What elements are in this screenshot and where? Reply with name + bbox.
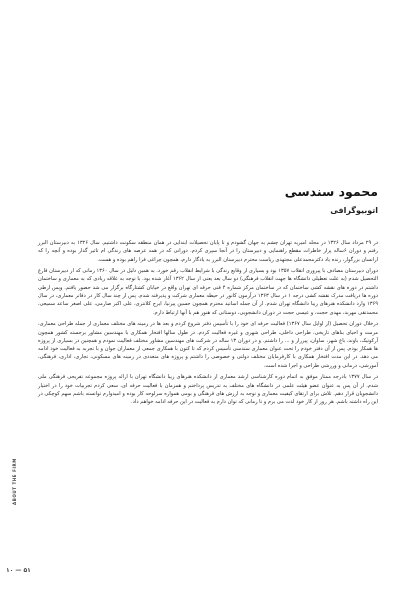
- page-title: محمود سندسی: [284, 184, 378, 199]
- heading-block: [78, 184, 378, 217]
- page-subtitle: اتوبیوگرافی: [330, 206, 378, 215]
- paragraph: دوران دبیرستان مصادف با پیروزی انقلاب ۱۳۵۷ بود و بسیاری از وقایع زندگی با شرایط انقلاب رقم خورد. به همین دلیل در سال ۱۳۶۰ زمانی که از دبیرستان فارغ التحصیل شدم (به علت تعطیلی دانشگاه ها جهت انقلاب فرهنگی) دو سال بعد یعنی از سال ۱۳۶۲ آغاز شده بود. با توجه به علاقه زیادی که به معماری و ساختمان داشتم در دوره های نقشه کشی ساختمان که در ساختمان مرکز شماره ۴ فنی حرفه ای تهران واقع در خیابان کشتارگاه برگزار می شد حضور یافتم. وپس ازطی دوره ها دریافت مدرک نقشه کشی درجه ۱ در سال ۱۳۶۳ درآزمون کانور در حیطه معماری شرکت و پذیرفته شدم. پس از چند سال کار در دفاتر معماری، در سال ۱۳۶۹ وارد دانشکده هنرهای زیبا دانشگاه تهران شدم. از آن جمله اساتید محترم همچون حسین پیرنیا، ایرج کلانتری، علی اکبر صارمی، علی اصغر ساعد سمیعی، محمدتقی مهربد، مهدی حجت، و عیسی حجت در دوران دانشجویی، دوستانی که هنوز هم با آنها ارتباط دارم.: [38, 268, 379, 316]
- paragraph: در سال ۱۳۷۷ بادرجه ممتاز موفق به اتمام دوره کارشناسی ارشد معماری از دانشکده هنرهای زیبا دانشگاه تهران با ارائه پروژه مجموعه تفریحی فرهنگی ملی شدم. از آن پس به عنوان عضو هیئت علمی در دانشگاه های مختلف به تدریس پرداختم و همزمان با فعالیت حرفه ای، سعی کردم تجربیات خود را در اختیار دانشجویان قرار دهم. تلاش برای ارتقای کیفیت معماری و توجه به ارزش های فرهنگی و بومی همواره سرلوحه کار بوده و امیدوارم توانسته باشم سهم کوچکی در این راه داشته باشم. هر روز از کار خود لذت می برم و تا زمانی که توان دارم به فعالیت در این حرفه ادامه خواهم داد.: [38, 374, 378, 406]
- paragraph: درخلال دوران تحصیل (از اوایل سال ۱۳۶۷) فعالیت حرفه ای خود را با تأسیس دفتر شروع کردم و بعد ها در زمینه های مختلف معماری از جمله طراحی معماری، مرمت و احیای بناهای تاریخی، طراحی داخلی، طراحی شهری و غیره فعالیت کردم. در طول سالها افتخار همکاری با مهندسین مشاور برجسته کشور همچون آرکوتیک، باوند، باغ شهر، ساوان، پیرراز و ... را داشتم. و در دوران ۱۳ ساله در شرکت های مهندسین مشاور مختلف فعالیت نمودم و همچنین در بسیاری از پروژه ها همکار بودم. پس از آن دفتر خودم را تحت عنوان معماری سندسی تأسیس کردم که تا کنون با همکاری جمعی از معماران جوان و با تجربه به فعالیت خود ادامه می دهد. در این مدت افتخار همکاری با کارفرمایان مختلف دولتی و خصوصی را داشتم و پروژه های متعددی در زمینه های مسکونی، تجاری، اداری، فرهنگی، آموزشی، درمانی و ورزشی طراحی و اجرا شده است.: [38, 321, 378, 369]
- page-number: ۱۰ — ۵۱: [6, 567, 31, 574]
- body-text: [38, 239, 378, 410]
- side-section-label: ABOUT THE FIRM: [12, 458, 17, 505]
- paragraph: در ۲۹ مرداد سال ۱۳۲۶ در محله امیریه تهران چشم به جهان گشودم و تا پایان تحصیلات ابتدایی در همان منطقه سکونت داشتیم. سال ۱۳۲۶ به دبیرستان البرز رفتم و دوران ۶ساله پراز خاطرات مقطع راهنمایی و دبیرستان را در آنجا سپری کردم. دورانی که در همه عرصه های زندگی ام تاثیر گذار بوده و آنچه را که ازانسان بزرگوار، زنده یاد دکترمحمدعلی مجتهدی ریاست محترم دبیرستان البرز به یادگار دارم، همچون چراغی فرا راهم بوده و هست.: [38, 240, 378, 263]
